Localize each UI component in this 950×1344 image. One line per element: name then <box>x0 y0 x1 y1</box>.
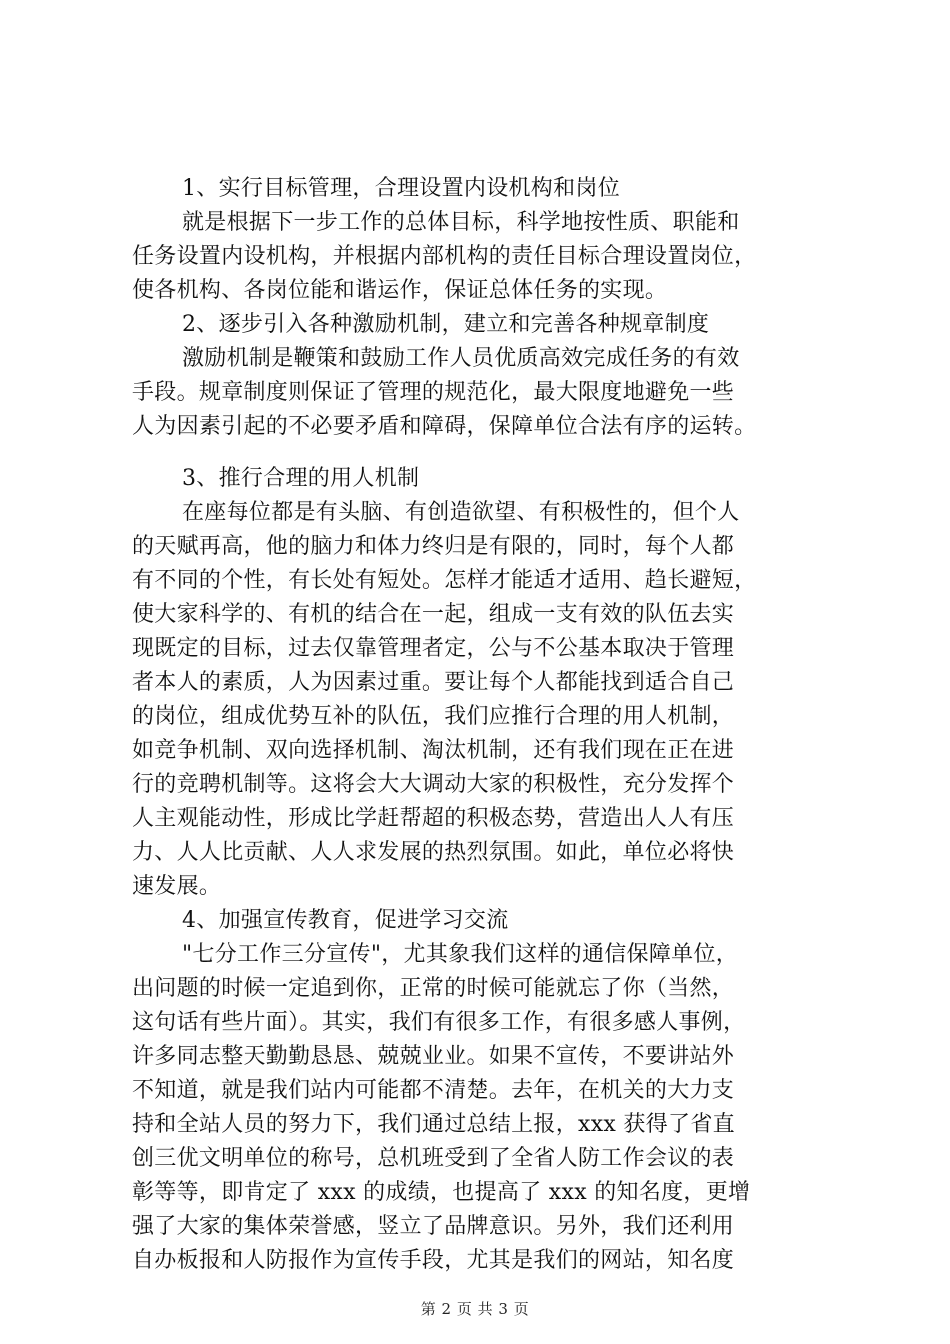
paragraph-line: 这句话有些片面）。其实，我们有很多工作，有很多感人事例， <box>132 1010 746 1035</box>
paragraph-line: 不知道，就是我们站内可能都不清楚。去年，在机关的大力支 <box>132 1078 735 1103</box>
paragraph-line: 持和全站人员的努力下，我们通过总结上报，xxx 获得了省直 <box>132 1112 735 1137</box>
paragraph-line: 自办板报和人防报作为宣传手段，尤其是我们的网站，知名度 <box>132 1248 735 1273</box>
paragraph-line: 任务设置内设机构，并根据内部机构的责任目标合理设置岗位， <box>132 244 757 269</box>
paragraph-line: 速发展。 <box>132 874 222 899</box>
paragraph-line: 有不同的个性，有长处有短处。怎样才能适才适用、趋长避短， <box>132 568 757 593</box>
paragraph-line: 的天赋再高，他的脑力和体力终归是有限的，同时，每个人都 <box>132 534 735 559</box>
paragraph-line: 现既定的目标，过去仅靠管理者定，公与不公基本取决于管理 <box>132 636 735 661</box>
paragraph-line: 如竞争机制、双向选择机制、淘汰机制，还有我们现在正在进 <box>132 738 735 763</box>
section-heading-2: 2、逐步引入各种激励机制，建立和完善各种规章制度 <box>182 312 710 337</box>
paragraph-line: 人主观能动性，形成比学赶帮超的积极态势，营造出人人有压 <box>132 806 735 831</box>
section-heading-3: 3、推行合理的用人机制 <box>182 466 420 491</box>
paragraph-line: 强了大家的集体荣誉感，竖立了品牌意识。另外，我们还利用 <box>132 1214 735 1239</box>
paragraph-line: 使各机构、各岗位能和谐运作，保证总体任务的实现。 <box>132 278 668 303</box>
paragraph-line: 在座每位都是有头脑、有创造欲望、有积极性的，但个人 <box>182 500 740 525</box>
paragraph-line: 许多同志整天勤勤恳恳、兢兢业业。如果不宣传，不要讲站外 <box>132 1044 735 1069</box>
paragraph-line: 创三优文明单位的称号，总机班受到了全省人防工作会议的表 <box>132 1146 735 1171</box>
paragraph-line: "七分工作三分宣传"，尤其象我们这样的通信保障单位， <box>182 942 739 967</box>
paragraph-line: 激励机制是鞭策和鼓励工作人员优质高效完成任务的有效 <box>182 346 740 371</box>
paragraph-line: 手段。规章制度则保证了管理的规范化，最大限度地避免一些 <box>132 380 735 405</box>
paragraph-line: 使大家科学的、有机的结合在一起，组成一支有效的队伍去实 <box>132 602 735 627</box>
paragraph-line: 人为因素引起的不必要矛盾和障碍，保障单位合法有序的运转。 <box>132 414 757 439</box>
paragraph-line: 力、人人比贡献、人人求发展的热烈氛围。如此，单位必将快 <box>132 840 735 865</box>
paragraph-line: 的岗位，组成优势互补的队伍，我们应推行合理的用人机制， <box>132 704 735 729</box>
document-body <box>132 172 837 1278</box>
paragraph-line: 出问题的时候一定追到你，正常的时候可能就忘了你（当然， <box>132 976 735 1001</box>
paragraph-line: 就是根据下一步工作的总体目标，科学地按性质、职能和 <box>182 210 740 235</box>
paragraph-line: 彰等等，即肯定了 xxx 的成绩，也提高了 xxx 的知名度，更增 <box>132 1180 751 1205</box>
section-heading-4: 4、加强宣传教育，促进学习交流 <box>182 908 509 933</box>
paragraph-line: 者本人的素质，人为因素过重。要让每个人都能找到适合自己 <box>132 670 735 695</box>
paragraph-line: 行的竞聘机制等。这将会大大调动大家的积极性，充分发挥个 <box>132 772 735 797</box>
section-heading-1: 1、实行目标管理，合理设置内设机构和岗位 <box>182 176 620 201</box>
page-number-footer: 第 2 页 共 3 页 <box>420 1300 530 1318</box>
